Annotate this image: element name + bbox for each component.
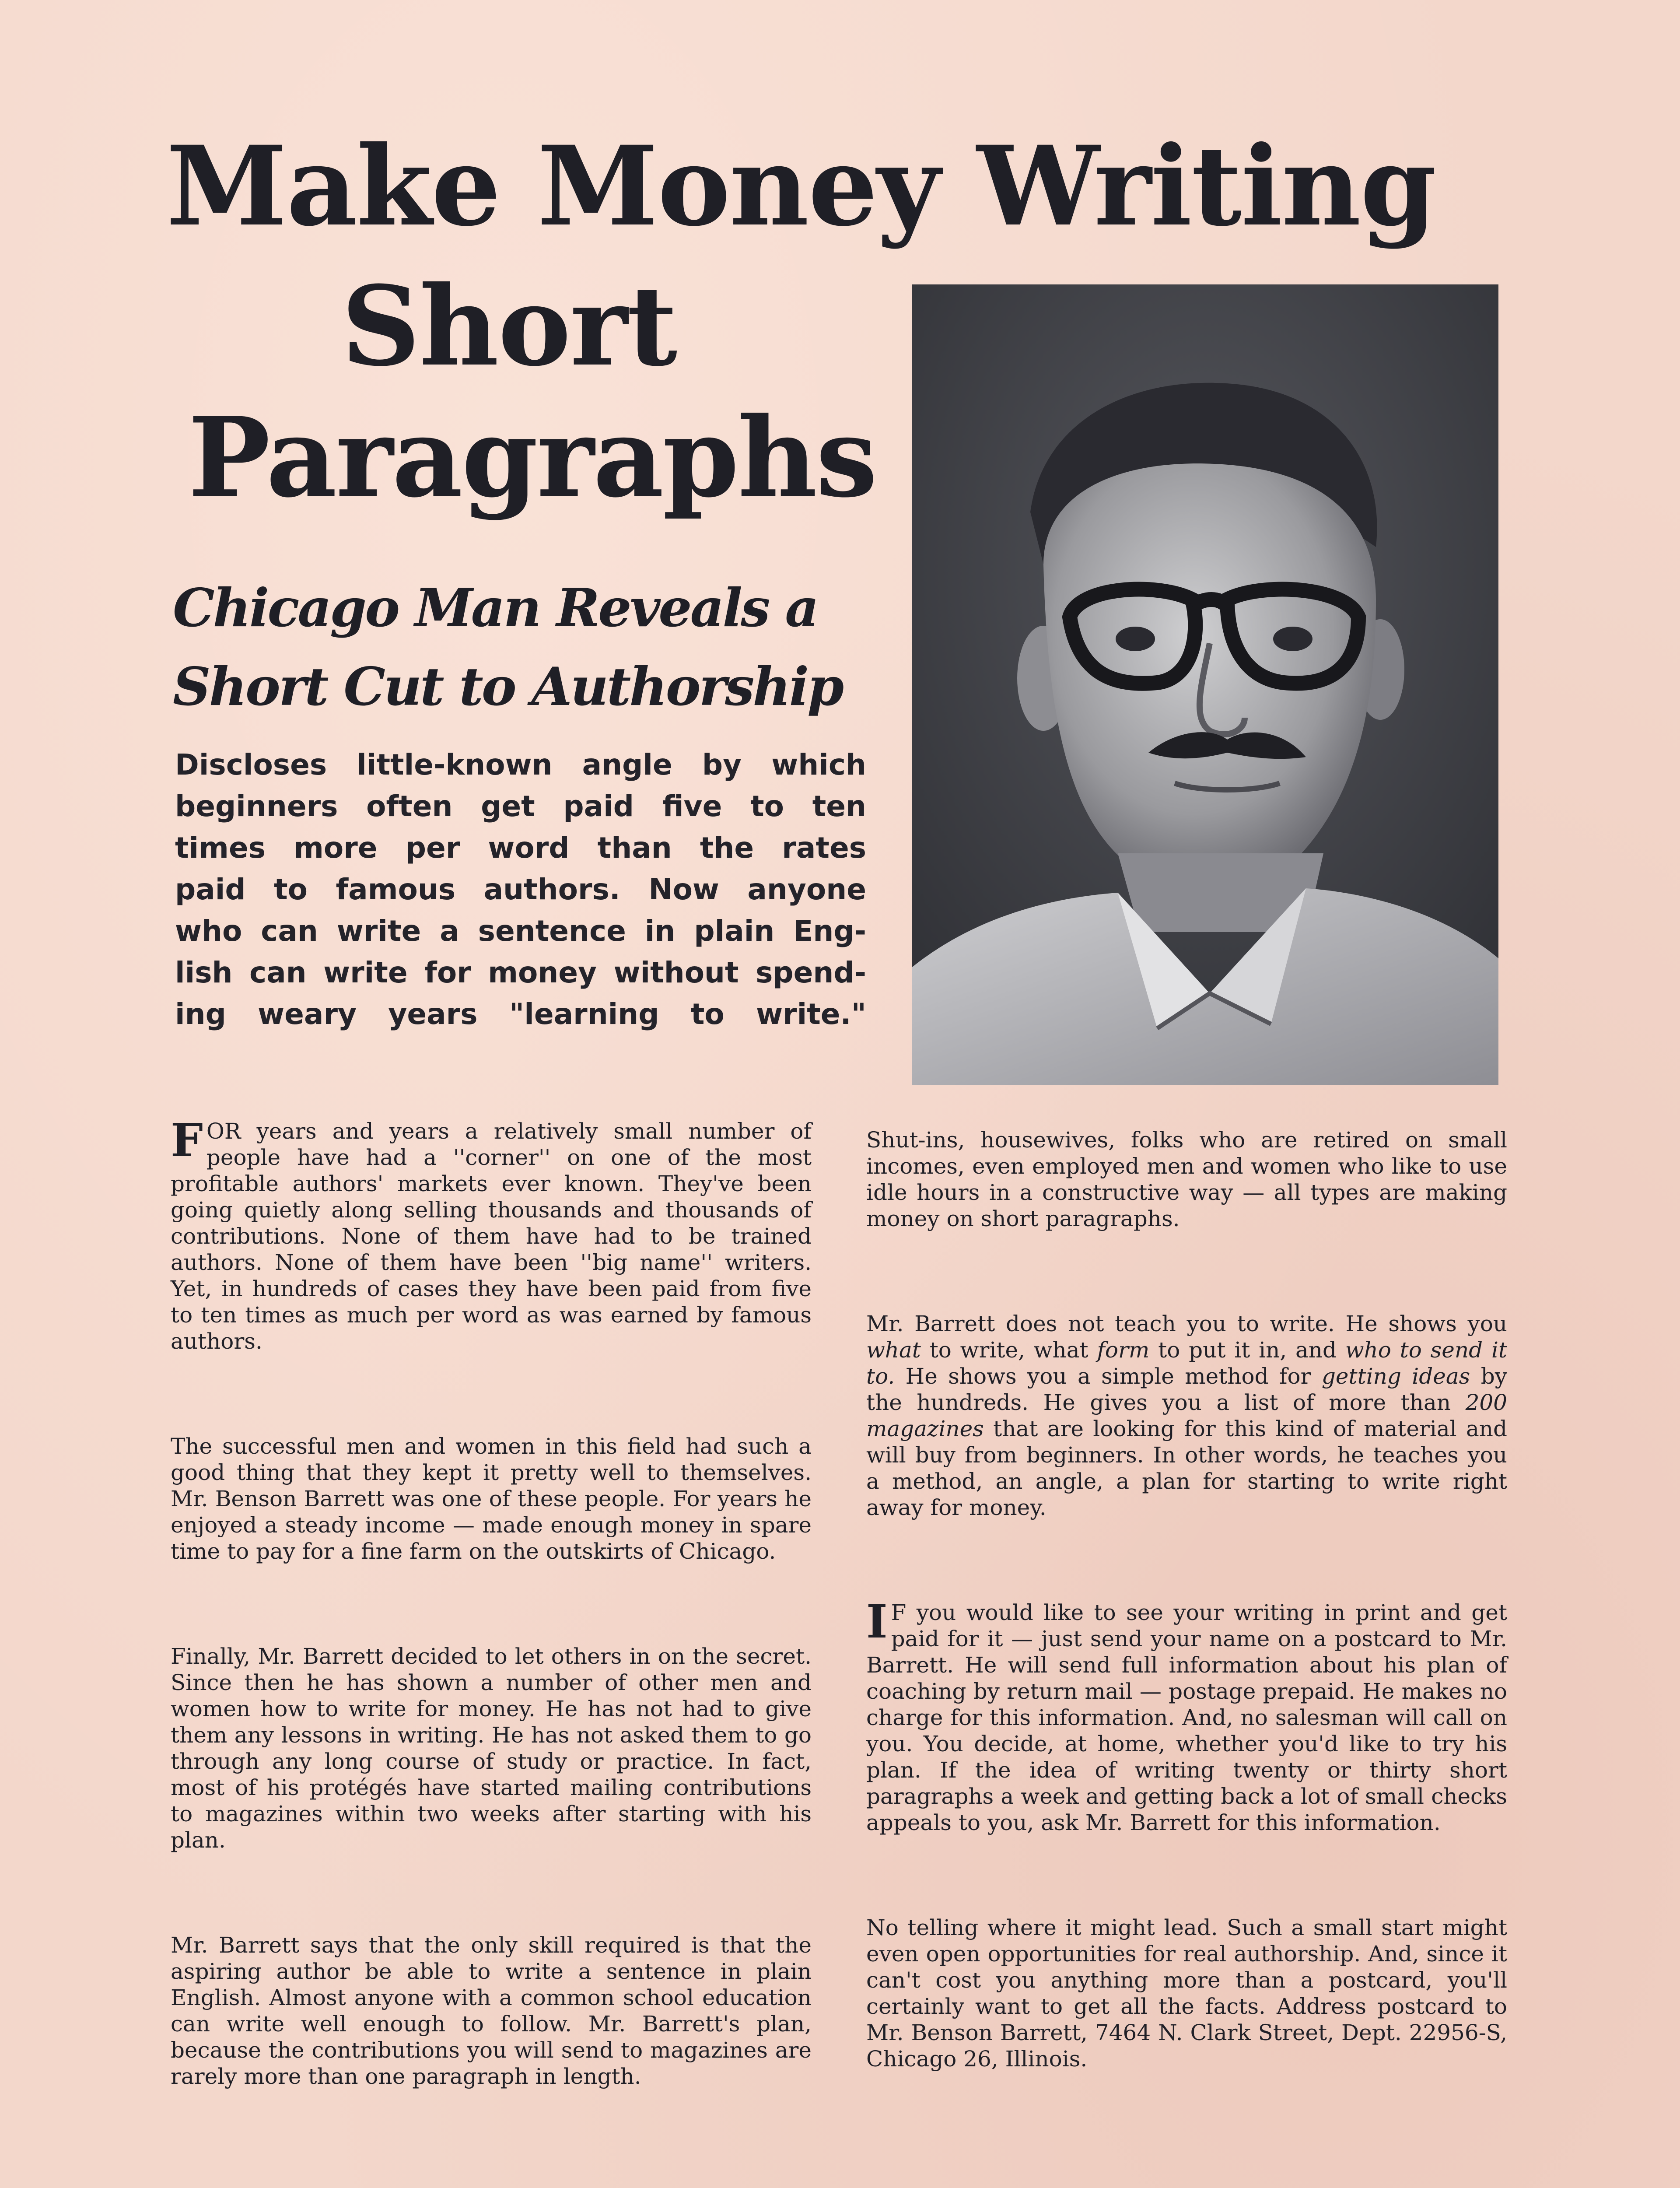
deck-line: ing weary years "learning to write."	[175, 997, 866, 1031]
deck-line: who can write a sentence in plain Eng-	[175, 914, 866, 948]
paragraph-text: He shows you a simple method for	[895, 1364, 1322, 1389]
headline-line-1: Make Money Writing	[166, 122, 1436, 250]
deck-line: beginners often get paid five to ten	[175, 789, 866, 823]
subheadline	[173, 569, 882, 726]
deck-line: paid to famous authors. Now anyone	[175, 873, 866, 906]
paragraph-text: F you would like to see your writing in print and get paid for it — just send your name on a postcard to Mr. Barrett. He will send full information about his plan of coaching by return mail — postage prepaid. He makes no charge for this information. And, no salesman will call on you. You decide, at home, whether you'd like to try his plan. If the idea of writing twenty or thirty short paragraphs a week and getting back a lot of small checks appeals to you, ask Mr. Barrett for this information.	[866, 1600, 1507, 1835]
emphasis-text: what	[866, 1337, 921, 1363]
paragraph-text: to put it in, and	[1149, 1337, 1345, 1363]
paragraph-8: No telling where it might lead. Such a small start might even open opportunities for real authorship. And, since it can't cost you anything more than a postcard, you'll certainly want to get all the facts. Address postcard to Mr. Benson Barrett, 7464 N. Clark Street, Dept. 22956-S, Chicago 26, Illinois.	[866, 1915, 1507, 2072]
paragraph-5: Shut-ins, housewives, folks who are retired on small incomes, even employed men and women who like to use idle hours in a constructive way — all types are making money on short paragraphs.	[866, 1127, 1507, 1231]
emphasis-text: who to send it to.	[866, 1337, 1507, 1389]
drop-cap: F	[171, 1113, 203, 1167]
paragraph-text: that are looking for this kind of material and will buy from beginners. In other words, he teaches you a method, an angle, a plan for starting to write right away for money.	[866, 1416, 1507, 1520]
paragraph-7	[866, 1595, 1507, 1836]
deck-text	[175, 744, 866, 1035]
deck-line: Discloses little-known angle by which	[175, 748, 866, 782]
headline-line-3: Paragraphs	[188, 393, 876, 522]
paragraph-3: Finally, Mr. Barrett decided to let others in on the secret. Since then he has shown a number of other men and women how to write for money. He has not had to give them any lessons in writing. He has not asked them to go through any long course of study or practice. In fact, most of his protégés have started mailing contributions to magazines within two weeks after starting with his plan.	[171, 1644, 812, 1853]
emphasis-text: getting ideas	[1321, 1364, 1470, 1389]
paragraph-4: Mr. Barrett says that the only skill required is that the aspiring author be able to write a sentence in plain English. Almost anyone with a common school education can write well enough to follow. Mr. Barrett's plan, because the contributions you will send to magazines are rarely more than one paragraph in length.	[171, 1932, 812, 2089]
drop-cap: I	[866, 1595, 888, 1648]
paragraph-text: to write, what	[920, 1337, 1097, 1363]
emphasis-text: form	[1097, 1337, 1150, 1363]
deck-line: times more per word than the rates	[175, 831, 866, 865]
portrait-illustration	[912, 284, 1498, 1085]
paragraph-2: The successful men and women in this field had such a good thing that they kept it pretty well to themselves. Mr. Benson Barrett was one of these people. For years he enjoyed a steady income — made enough money in spare time to pay for a fine farm on the outskirts of Chicago.	[171, 1434, 812, 1564]
deck-line: lish can write for money without spend-	[175, 956, 866, 989]
emphasis-text: 200 magazines	[866, 1390, 1507, 1441]
paragraph-1	[171, 1113, 812, 1354]
right-column	[866, 1127, 1507, 2072]
portrait-photo	[912, 284, 1498, 1085]
paragraph-text: by the hundreds. He gives you a list of more than	[866, 1364, 1507, 1415]
headline-line-2: Short	[341, 262, 677, 390]
subheadline-line-2: Short Cut to Authorship	[173, 656, 843, 718]
paragraph-6	[866, 1311, 1507, 1521]
paragraph-text: OR years and years a relatively small number of people have had a ''corner'' on one of the most profitable authors' markets ever known. They've been going quietly along selling thousands and thousands of contributions. None of them have had to be trained authors. None of them have been ''big name'' writers. Yet, in hundreds of cases they have been paid from five to ten times as much per word as was earned by famous authors.	[171, 1119, 812, 1354]
subheadline-line-1: Chicago Man Reveals a	[173, 577, 818, 639]
paragraph-text: Mr. Barrett does not teach you to write. He shows you	[866, 1311, 1507, 1336]
left-column	[171, 1113, 812, 2090]
